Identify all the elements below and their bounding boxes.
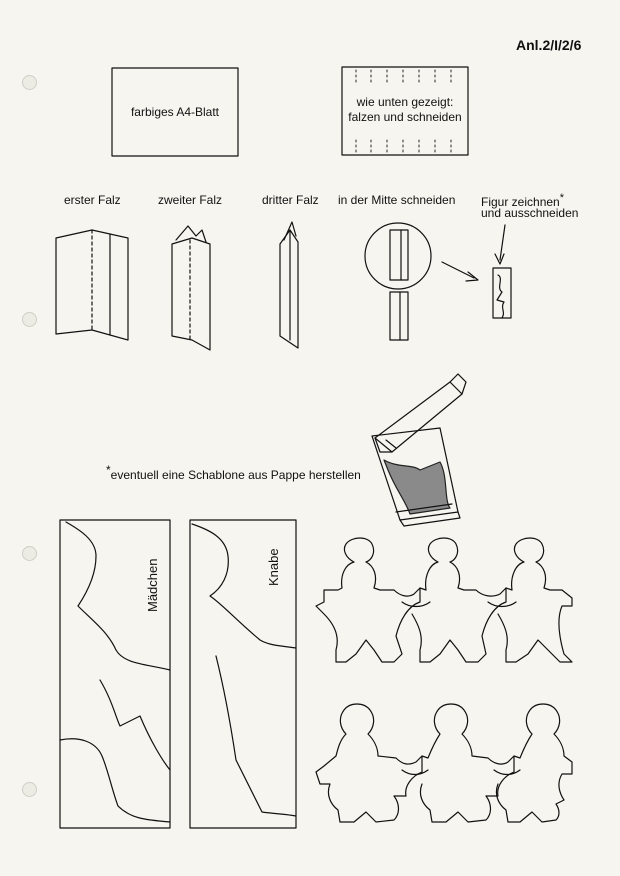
first-fold-drawing (56, 230, 128, 340)
step-draw-figure-text: Figur zeichnen (481, 195, 560, 209)
cut-middle-drawing (365, 223, 431, 340)
paper-chain-icon (316, 538, 572, 662)
third-fold-drawing (280, 222, 298, 348)
step-second-fold-label: zweiter Falz (158, 193, 223, 207)
cardboard-template-drawing (372, 428, 460, 526)
fold-cut-label-line1: wie unten gezeigt: (356, 95, 454, 109)
footnote-star: * (106, 463, 111, 477)
second-fold-drawing (172, 226, 210, 350)
footnote-note (106, 463, 361, 482)
step-cut-middle-label: in der Mitte schneiden (338, 193, 456, 207)
pencil-icon (375, 374, 466, 452)
paper-chain-icon (316, 704, 572, 822)
footnote-text: eventuell eine Schablone aus Pappe herstellen (110, 468, 361, 482)
fold-cut-label-line2: falzen und schneiden (348, 110, 462, 124)
footnote-star: * (559, 192, 564, 204)
arrow-icon (442, 225, 505, 281)
step-first-fold-label: erster Falz (64, 193, 121, 207)
step-draw-figure-label-line2: und ausschneiden (481, 206, 579, 220)
document-reference: Anl.2/I/2/6 (516, 37, 582, 53)
template-boy-label: Knabe (266, 548, 281, 586)
folded-figure-drawing (493, 268, 511, 318)
a4-sheet-label: farbiges A4-Blatt (130, 105, 220, 119)
step-third-fold-label: dritter Falz (262, 193, 319, 207)
template-girl-label: Mädchen (145, 558, 160, 612)
